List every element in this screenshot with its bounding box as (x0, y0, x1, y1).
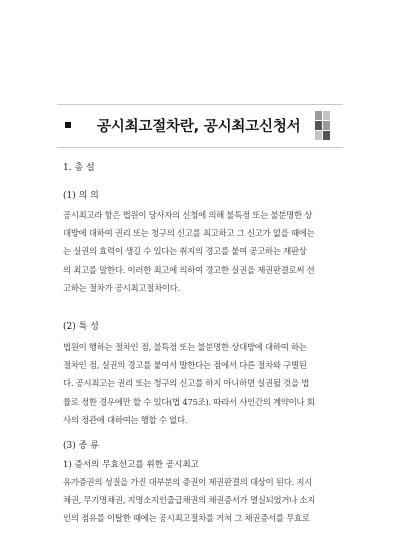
text-line: 의 최고를 말한다. 이러한 최고에 의하여 경고한 실권을 제권판결로써 선 (63, 264, 315, 275)
text-line: 사의 정관에 대하여는 행할 수 없다. (63, 414, 188, 425)
text-line: 법원이 행하는 절차인 점, 불특정 또는 불분명한 상대방에 대하여 하는 (63, 342, 307, 352)
text-line: 유가증권의 성질을 가진 대부분의 증권이 제권판결의 대상이 된다. 지시 (63, 477, 313, 487)
text-line: 는 실권의 효력이 생길 수 있다는 취지의 경고를 붙여 공고하는 재판상 (63, 246, 307, 257)
section-heading: 1. 총 설 (63, 163, 95, 173)
subsection-heading: (1) 의 의 (63, 191, 99, 201)
text-line: 률로 정한 경우에만 할 수 있다(법 475조). 따라서 사인간의 계약이나 회 (63, 396, 315, 407)
text-line: 인의 점유를 이탈한 때에는 공시최고절차를 거쳐 그 채권증서를 무효로 (63, 513, 310, 524)
subsection-heading: 1) 증서의 무효선고를 위한 공시최고 (63, 460, 199, 470)
bullet-icon (65, 122, 71, 128)
page-title: 공시최고절차란, 공시최고신청서 (97, 119, 301, 135)
subsection-heading: (2) 특 성 (63, 322, 99, 332)
text-line: 다. 공시최고는 권리 또는 청구의 신고를 하지 아니하면 실권될 것을 법 (63, 378, 310, 389)
text-line: 절차인 점, 실권의 경고를 붙여서 발한다는 점에서 다른 절차와 구별된 (63, 360, 307, 371)
text-line: 공시최고라 함은 법원이 당사자의 신청에 의해 불특정 또는 불분명한 상 (63, 210, 313, 220)
title-box (57, 104, 343, 148)
text-line: 채권, 무기명채권, 지명소지인출급채권의 채권증서가 멸실되었거나 소지 (63, 495, 316, 506)
text-line: 고하는 절차가 공시최고절차이다. (63, 282, 180, 293)
paragraph-definition (63, 206, 345, 297)
paragraph-types (63, 473, 345, 528)
subsection-heading: (3) 종 류 (63, 441, 99, 451)
text-line: 대방에 대하여 권리 또는 청구의 신고를 최고하고 그 신고가 없을 때에는 (63, 228, 315, 239)
paragraph-characteristics (63, 338, 345, 429)
